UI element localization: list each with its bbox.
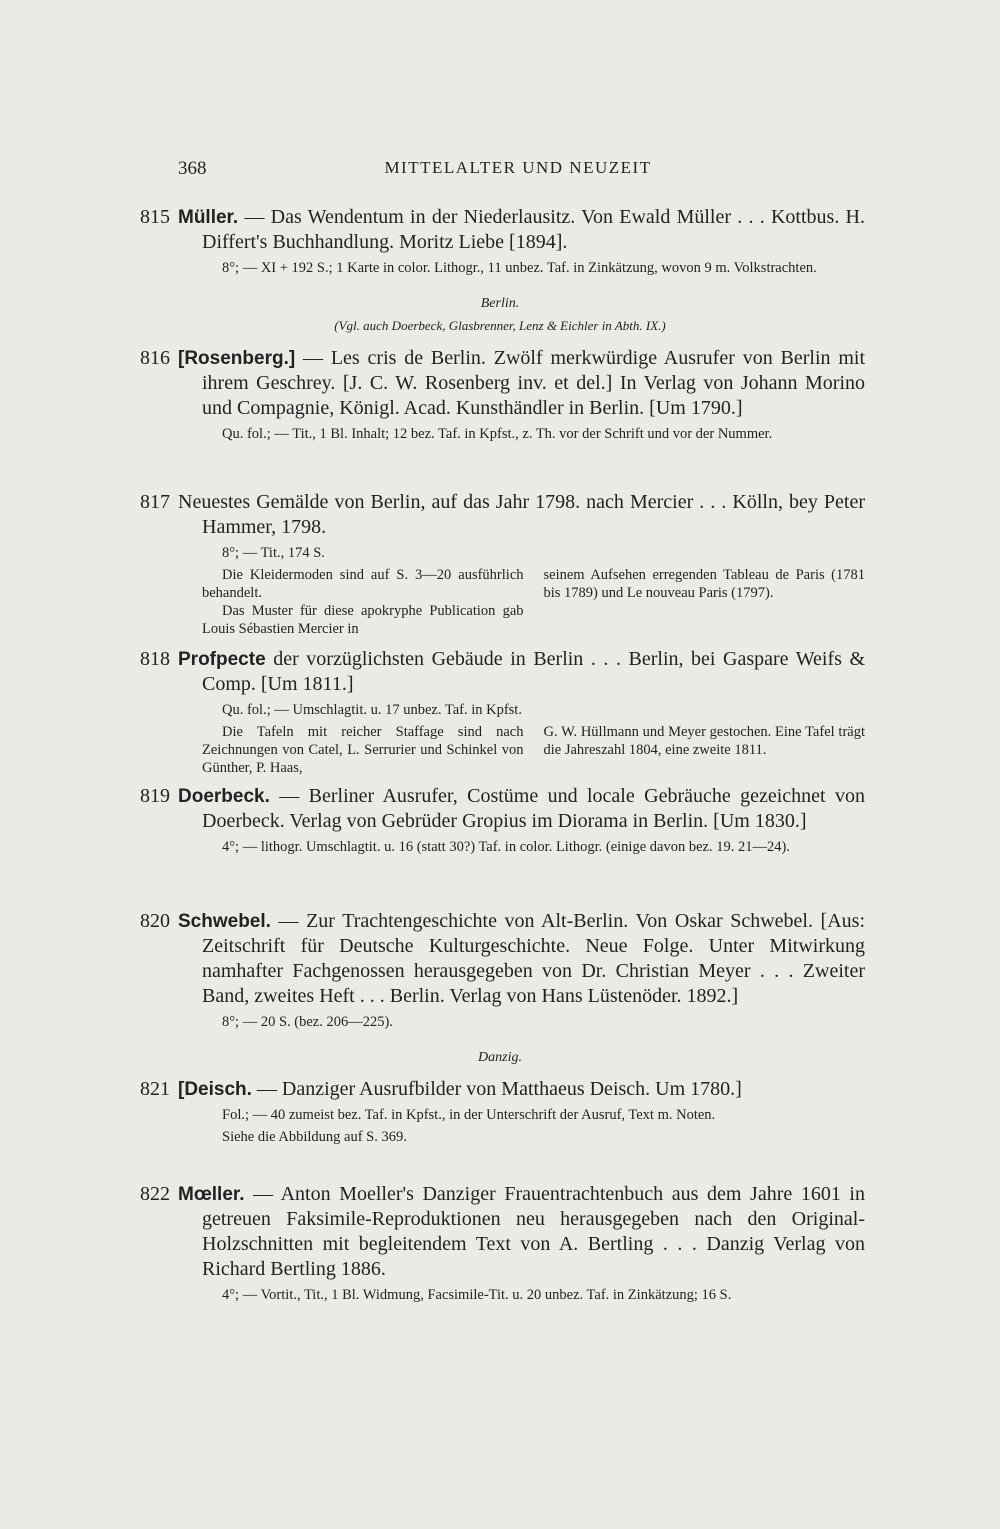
entry-number: 818 (140, 648, 170, 670)
entry-collation: Fol.; — 40 zumeist bez. Taf. in Kpfst., in der Unterschrift der Ausruf, Text m. Noten. (222, 1107, 716, 1123)
entry-820 (140, 909, 865, 1031)
entry-collation: 8°; — XI + 192 S.; 1 Karte in color. Lithogr., 11 unbez. Taf. in Zinkätzung, wovon 9 m. Volkstrachten. (222, 260, 817, 276)
entry-816 (140, 346, 865, 443)
annotation-right: G. W. Hüllmann und Meyer gestochen. Eine Tafel trägt die Jahreszahl 1804, eine zweite 1811. (543, 724, 865, 758)
entry-text: — Berliner Ausrufer, Costüme und locale Gebräuche gezeichnet von Doerbeck. Verlag von Gebrüder Gropius im Diorama in Berlin. [Um 1830.] (202, 785, 865, 832)
entry-illustration-ref: Siehe die Abbildung auf S. 369. (222, 1129, 407, 1145)
entry-text: — Danziger Ausrufbilder von Matthaeus Deisch. Um 1780.] (256, 1078, 742, 1100)
entry-text: Neuestes Gemälde von Berlin, auf das Jahr 1798. nach Mercier . . . Kölln, bey Peter Hammer, 1798. (178, 491, 865, 538)
annotation-left-2: Das Muster für diese apokryphe Publication gab Louis Sébastien Mercier in (202, 603, 524, 637)
entry-lead: Müller. (178, 207, 239, 228)
entry-number: 816 (140, 347, 170, 369)
entry-title (178, 346, 865, 421)
entry-collation: 8°; — Tit., 174 S. (222, 545, 325, 561)
entry-text: — Les cris de Berlin. Zwölf merkwürdige Ausrufer von Berlin mit ihrem Geschrey. [J. C. W. Rosenberg inv. et del.] In Verlag von Johann Morino und Compagnie, Königl. Acad. Kunsthändler in Berlin. [Um 1790.] (202, 347, 865, 419)
entry-text: — Zur Trachtengeschichte von Alt-Berlin. Von Oskar Schwebel. [Aus: Zeitschrift für Deutsche Kulturgeschichte. Neue Folge. Unter Mitwirkung namhafter Fachgenossen herausgegeben von Dr. Christian Meyer . . . Zweiter Band, zweites Heft . . . Berlin. Verlag von Hans Lüstenöder. 1892.] (202, 910, 866, 1007)
entry-title (178, 205, 865, 255)
region-reference: (Vgl. auch Doerbeck, Glasbrenner, Lenz & Eichler in Abth. IX.) (334, 318, 666, 333)
entry-title (178, 1182, 865, 1282)
entry-817 (140, 490, 865, 638)
page-header (178, 158, 858, 188)
entry-number: 817 (140, 491, 170, 513)
annotation-right: seinem Aufsehen erregenden Tableau de Paris (1781 bis 1789) und Le nouveau Paris (1797). (543, 567, 865, 601)
entry-lead: [Deisch. (178, 1079, 252, 1100)
entry-text: — Anton Moeller's Danziger Frauentrachtenbuch aus dem Jahre 1601 in getreuen Faksimile-Reproduktionen neu herausgegeben nach den Original-Holzschnitten mit begleitendem Text von A. Bertling . . . Danzig Verlag von Richard Bertling 1886. (202, 1183, 865, 1280)
entry-lead: Doerbeck. (178, 786, 270, 807)
entry-collation: 8°; — 20 S. (bez. 206—225). (222, 1014, 393, 1030)
entry-collation: Qu. fol.; — Tit., 1 Bl. Inhalt; 12 bez. Taf. in Kpfst., z. Th. vor der Schrift und vor der Nummer. (222, 426, 773, 442)
entry-annotation (202, 723, 865, 777)
entry-title (178, 1077, 865, 1102)
entry-collation: Qu. fol.; — Umschlagtit. u. 17 unbez. Taf. in Kpfst. (222, 702, 522, 718)
annotation-left-1: Die Kleidermoden sind auf S. 3—20 ausführlich behandelt. (202, 567, 524, 601)
entry-collation: 4°; — Vortit., Tit., 1 Bl. Widmung, Facsimile-Tit. u. 20 unbez. Taf. in Zinkätzung; 16 S. (222, 1287, 732, 1303)
entry-822 (140, 1182, 865, 1304)
entry-number: 820 (140, 910, 170, 932)
entry-title (178, 909, 865, 1009)
entry-collation: 4°; — lithogr. Umschlagtit. u. 16 (statt 30?) Taf. in color. Lithogr. (einige davon bez. 19. 21—24). (222, 839, 790, 855)
entry-number: 822 (140, 1183, 170, 1205)
entry-815 (140, 205, 865, 277)
entry-text: — Das Wendentum in der Niederlausitz. Von Ewald Müller . . . Kottbus. H. Differt's Buchhandlung. Moritz Liebe [1894]. (202, 206, 865, 253)
entry-lead: Mœller. (178, 1184, 245, 1205)
entry-lead: Profpecte (178, 649, 266, 670)
entry-number: 821 (140, 1078, 170, 1100)
page-number: 368 (178, 158, 207, 179)
region-heading-danzig: Danzig. (478, 1050, 522, 1065)
entry-821 (140, 1077, 865, 1146)
entry-title (178, 784, 865, 834)
entry-number: 815 (140, 206, 170, 228)
running-head: MITTELALTER UND NEUZEIT (384, 158, 652, 177)
entry-lead: Schwebel. (178, 911, 271, 932)
annotation-left: Die Tafeln mit reicher Staffage sind nach Zeichnungen von Catel, L. Serrurier und Schinkel von Günther, P. Haas, (202, 724, 524, 776)
entry-number: 819 (140, 785, 170, 807)
entry-title (178, 490, 865, 540)
entry-lead: [Rosenberg.] (178, 348, 296, 369)
region-heading-berlin: Berlin. (480, 296, 520, 311)
entry-819 (140, 784, 865, 856)
entry-title (178, 647, 865, 697)
entry-annotation (202, 566, 865, 638)
entry-text: der vorzüglichsten Gebäude in Berlin . . . Berlin, bei Gaspare Weifs & Comp. [Um 1811.] (202, 648, 866, 695)
entry-818 (140, 647, 865, 777)
